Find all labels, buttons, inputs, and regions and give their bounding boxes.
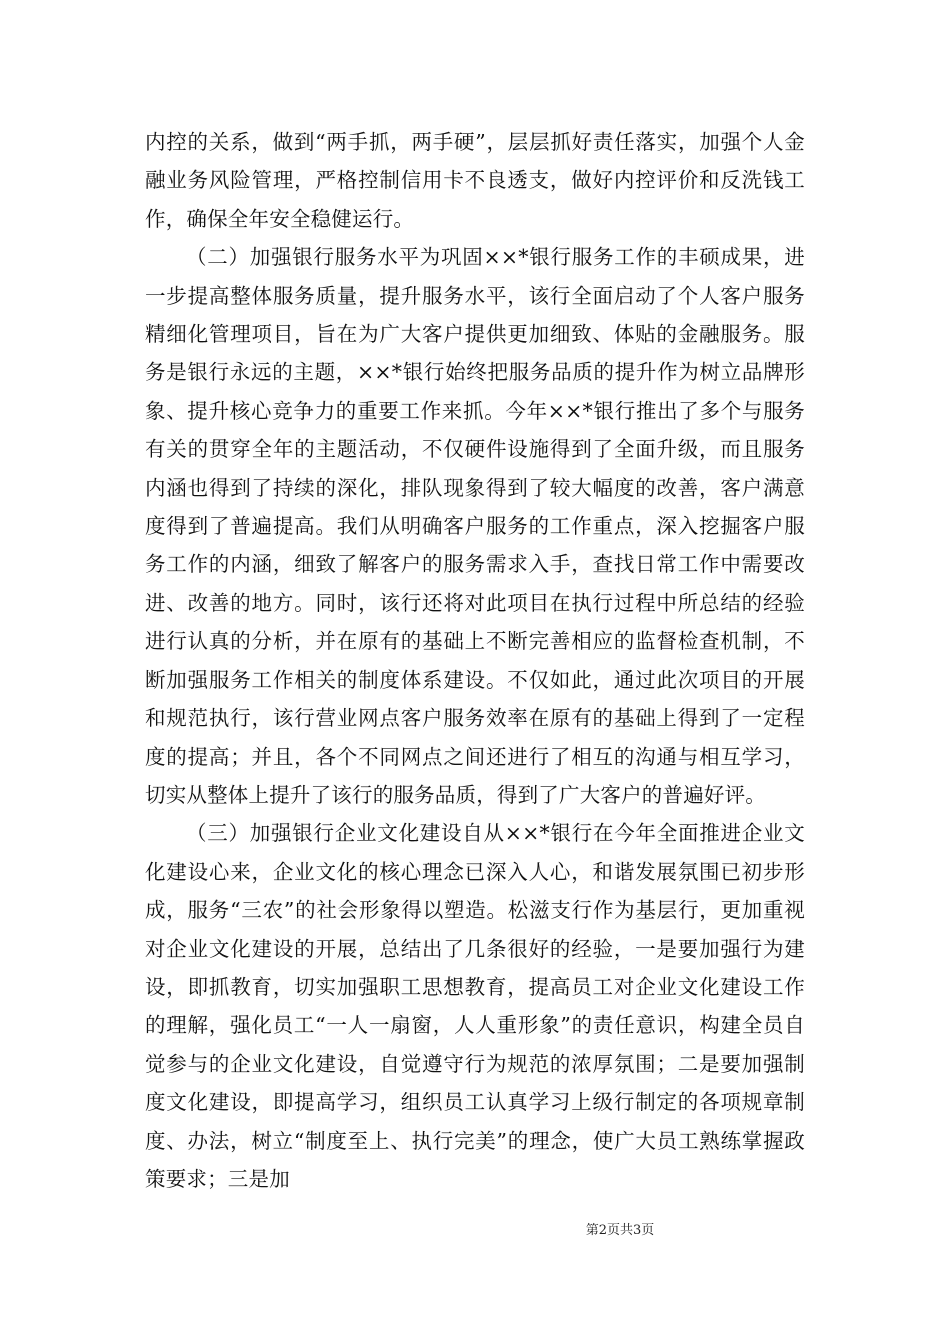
page-footer — [0, 1219, 950, 1238]
document-body — [145, 123, 805, 1198]
page-number: 第2页共3页 — [585, 1223, 655, 1238]
paragraph-service: （二）加强银行服务水平为巩固××*银行服务工作的丰硕成果，进一步提高整体服务质量，提升服务水平，该行全面启动了个人客户服务精细化管理项目，旨在为广大客户提供更加细致、体贴的金融服务。服务是银行永远的主题，××*银行始终把服务品质的提升作为树立品牌形象、提升核心竞争力的重要工作来抓。今年××*银行推出了多个与服务有关的贯穿全年的主题活动，不仅硬件设施得到了全面升级，而且服务内涵也得到了持续的深化，排队现象得到了较大幅度的改善，客户满意度得到了普遍提高。我们从明确客户服务的工作重点，深入挖掘客户服务工作的内涵，细致了解客户的服务需求入手，查找日常工作中需要改进、改善的地方。同时，该行还将对此项目在执行过程中所总结的经验进行认真的分析，并在原有的基础上不断完善相应的监督检查机制，不断加强服务工作相关的制度体系建设。不仅如此，通过此次项目的开展和规范执行，该行营业网点客户服务效率在原有的基础上得到了一定程度的提高；并且，各个不同网点之间还进行了相互的沟通与相互学习，切实从整体上提升了该行的服务品质，得到了广大客户的普遍好评。 — [145, 245, 805, 807]
paragraph-continuation: 内控的关系，做到“两手抓，两手硬”，层层抓好责任落实，加强个人金融业务风险管理，严格控制信用卡不良透支，做好内控评价和反洗钱工作，确保全年安全稳健运行。 — [145, 130, 805, 231]
paragraph-culture: （三）加强银行企业文化建设自从××*银行在今年全面推进企业文化建设心来，企业文化的核心理念已深入人心，和谐发展氛围已初步形成，服务“三农”的社会形象得以塑造。松滋支行作为基层行，更加重视对企业文化建设的开展，总结出了几条很好的经验，一是要加强行为建设，即抓教育，切实加强职工思想教育，提高员工对企业文化建设工作的理解，强化员工“一人一扇窗，人人重形象”的责任意识，构建全员自觉参与的企业文化建设，自觉遵守行为规范的浓厚氛围；二是要加强制度文化建设，即提高学习，组织员工认真学习上级行制定的各项规章制度、办法，树立“制度至上、执行完美”的理念，使广大员工熟练掌握政策要求；三是加 — [145, 821, 805, 1191]
